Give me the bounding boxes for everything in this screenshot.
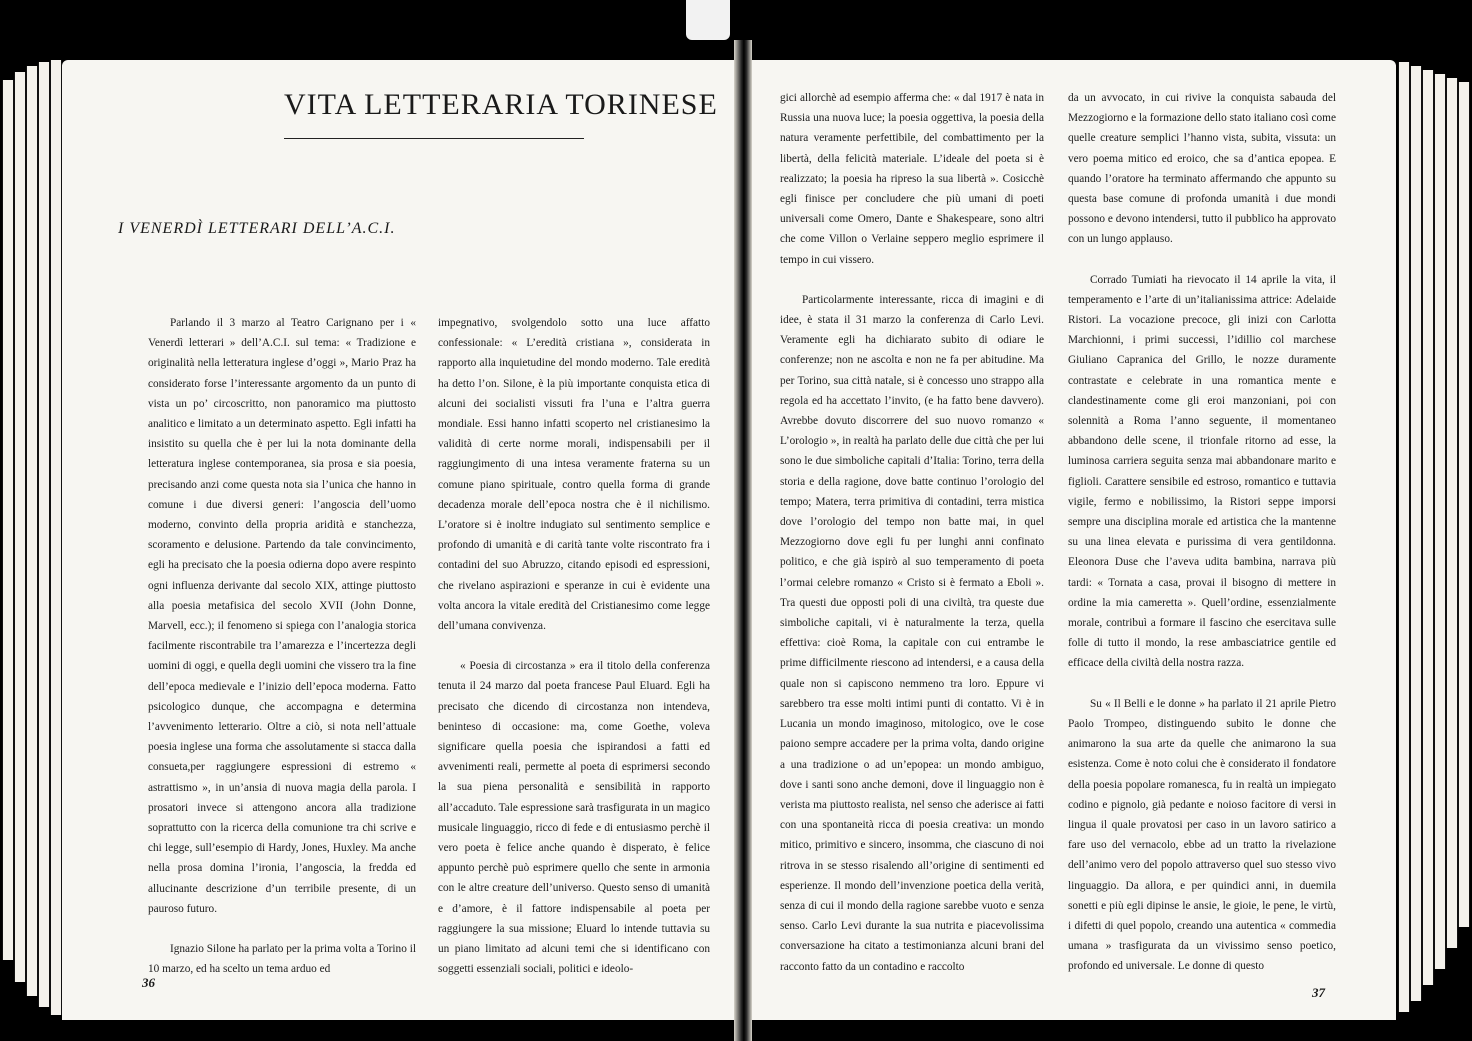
left-column-2 — [438, 313, 710, 980]
page-edges-left — [50, 60, 62, 1015]
page-number: 36 — [142, 975, 155, 990]
page-edges-right — [1422, 70, 1434, 985]
page-edges-left — [26, 66, 38, 996]
page-edges-right — [1434, 74, 1446, 969]
paragraph: Corrado Tumiati ha rievocato il 14 aprile la vita, il temperamento e l’arte di un’italianissima attrice: Adelaide Ristori. La vocazione precoce, gli inizi con Carlotta Marchionni, i primi successi, l’idillio col marchese Giuliano Capranica del Grillo, le nozze duramente contrastate e celebrate in una romantica mente e clandestinamente come gli eroi manzoniani, poi con solennità a Roma l’anno seguente, il momentaneo abbandono delle scene, il trionfale ritorno ad esse, la luminosa carriera seguita senza mai abbandonare marito e figlioli. Carattere sensibile ed estroso, romantico e tuttavia vigile, fermo e nobilissimo, la Ristori seppe imporsi sempre una disciplina morale ed artistica che la mantenne su una linea elevata e purissima di vera gentildonna. Eleonora Duse che l’aveva udita bambina, narrava più tardi: « Tornata a casa, provai il bisogno di mettere in ordine la mia cameretta ». Quell’ordine, essenzialmente morale, contribuì a formare il fascino che esercitava sulle folle di tutto il mondo, la rese ambasciatrice gentile ed efficace della civiltà della nostra razza. — [1068, 273, 1336, 670]
paragraph: Parlando il 3 marzo al Teatro Carignano per i « Venerdì letterari » dell’A.C.I. sul tema: « Tradizione e originalità nella letteratura inglese d’oggi », Mario Praz ha considerato forse l’interessante argomento da un punto di vista un po’ circoscritto, non panoramico ma piuttosto analitico e limitato a un determinato aspetto. Egli infatti ha insistito su quella che è per lui la nota dominante della letteratura inglese contemporanea, sia prosa e sia poesia, precisando anzi come questa nota sia l’unica che hanno in comune i due diversi generi: l’angoscia dell’uomo moderno, convinto della propria aridità e stanchezza, scoramento e delusione. Partendo da tale convincimento, egli ha precisato che la poesia odierna dopo avere respinto ogni influenza derivante dal secolo XIX, attinge piuttosto alla poesia metafisica del secolo XVII (John Donne, Marvell, ecc.); il fenomeno si spiega con l’analogia storica facilmente riscontrabile tra l’amarezza e l’incertezza degli uomini di oggi, e quella degli uomini che vissero tra la fine dell’epoca medievale e l’inizio dell’epoca moderna. Fatto psicologico dunque, che accompagna e determina l’avvenimento letterario. Oltre a ciò, si nota nell’attuale poesia inglese una forma che assolutamente si stacca dalla consueta,per raggiungere espressioni di estremo « astrattismo », in un’ansia di nuova magia della parola. I prosatori invece si attengono ancora alla tradizione soprattutto con la ricerca della comunione tra chi scrive e chi legge, sull’esempio di Hardy, Jones, Huxley. Ma anche nella prosa domina l’ironia, l’angoscia, la fredda ed allucinante descrizione d’un terribile presente, di un pauroso futuro. — [148, 317, 416, 915]
paragraph: Su « Il Belli e le donne » ha parlato il 21 aprile Pietro Paolo Trompeo, distinguendo subito le donne che animarono la sua arte da quelle che animarono la sua esistenza. Come è noto colui che è considerato il fondatore della poesia popolare romanesca, fu in realtà un impiegato codino e pignolo, già pedante e noioso facitore di versi in lingua il quale provatosi per caso in un lavoro satirico a fare uso del vernacolo, ebbe ad un tratto la rivelazione dell’animo vero del popolo attraverso quel suo stesso vivo linguaggio. Da allora, e per quindici anni, in duemila sonetti e più egli dipinse le ansie, le gioie, le pene, le virtù, i difetti di quel popolo, creando una autentica « commedia umana » trasfigurata da un vivissimo senso poetico, profondo ed universale. Le donne di questo — [1068, 697, 1336, 973]
right-page — [752, 60, 1396, 1020]
paragraph: Particolarmente interessante, ricca di imagini e di idee, è stata il 31 marzo la conferenza di Carlo Levi. Veramente egli ha dichiarato subito di odiare le conferenze; non ne ascolta e non ne fa per abitudine. Ma per Torino, sua città natale, si è concesso uno strappo alla regola ed ha accettato l’invito, (e ha fatto bene davvero). Avrebbe dovuto discorrere del suo nuovo romanzo « L’orologio », in realtà ha parlato delle due città che per lui sono le due simboliche capitali d’Italia: Torino, terra della storia e della ragione, dove batte continuo l’orologio del tempo; Matera, terra primitiva di contadini, terra mistica dove l’orologio del tempo non batte mai, in quel Mezzogiorno dove egli fu per lunghi anni confinato politico, e che già ispirò al suo temperamento di poeta l’ormai celebre romanzo « Cristo si è fermato a Eboli ». Tra questi due opposti poli di una civiltà, tra queste due simboliche capitali, vi è naturalmente la terza, quella effettiva: cioè Roma, la capitale con cui entrambe le prime difficilmente riescono ad intendersi, e a causa della quale non si capiscono nemmeno tra loro. Eppure vi sarebbero tra esse molti intimi punti di contatto. Vi è in Lucania un mondo imaginoso, mitologico, ove le cose paiono sempre accadere per la prima volta, dando origine a una tradizione o ad un’epopea: un mondo ambiguo, dove i santi sono anche demoni, dove il linguaggio non è verista ma piuttosto realista, nel senso che aderisce ai fatti con una spontaneità ricca di poesia creativa: un mondo mitico, primitivo e sincero, insomma, che ciascuno di noi ritrova in se stesso risalendo all’origine di sentimenti ed esperienze. Il mondo dell’invenzione poetica della verità, senza di cui il mondo della ragione sarebbe vuoto e senza senso. Carlo Levi durante la sua nutrita e piacevolissima conversazione ha citato a testimonianza alcuni brani del racconto fatto da un contadino e raccolto — [780, 293, 1044, 973]
paragraph: gici allorchè ad esempio afferma che: « dal 1917 è nata in Russia una nuova luce; la poesia oggettiva, la poesia della natura veramente perfettibile, del combattimento per la libertà, della felicità materiale. L’ideale del poeta si è realizzato; la poesia ha ripreso la sua libertà ». Cosicchè egli finisce per concludere che più umani di poeti universali come Omero, Dante e Shakespeare, sono altri che come Villon o Verlaine seppero meglio esprimere il tempo in cui vissero. — [780, 92, 1044, 266]
page-title: VITA LETTERARIA TORINESE — [284, 88, 718, 121]
paragraph: « Poesia di circostanza » era il titolo della conferenza tenuta il 24 marzo dal poeta francese Paul Eluard. Egli ha precisato che dicendo di circostanza non intendeva, beninteso di occasione: ma, come Goethe, voleva significare quella poesia che ispirandosi a fatti ed avvenimenti reali, permette al poeta di esprimersi secondo la sua piena personalità e sensibilità in rapporto all’accaduto. Tale espressione sarà trasfigurata in un magico musicale linguaggio, ricco di fede e di entusiasmo perchè il vero poeta è felice anche quando è disperato, è felice appunto perchè può esprimere quello che sente in armonia con le altre creature dell’universo. Questo senso di umanità e d’amore, è il fattore indispensabile al poeta per raggiungere la sua missione; Eluard lo intende tuttavia su un piano limitato ad alcuni temi che si identificano con soggetti essenziali sociali, politici e ideolo- — [438, 660, 710, 976]
paragraph: Ignazio Silone ha parlato per la prima volta a Torino il 10 marzo, ed ha scelto un tema arduo ed — [148, 943, 416, 976]
section-title: I VENERDÌ LETTERARI DELL’A.C.I. — [118, 220, 396, 237]
page-edges-left — [14, 72, 26, 982]
page-number: 37 — [1312, 985, 1325, 1000]
book-gutter — [734, 40, 752, 1041]
page-edges-left — [2, 80, 14, 960]
left-column-1 — [148, 313, 416, 980]
paragraph: da un avvocato, in cui rivive la conquista sabauda del Mezzogiorno e la formazione dello stato italiano così come quelle creature semplici l’hanno vista, subita, vissuta: un vero poema mitico ed eroico, che sa d’antica epopea. E quando l’oratore ha terminato affermando che appunto su questa base comune di profonda umanità i due mondi possono e devono intendersi, tutto il pubblico ha approvato con un lungo applauso. — [1068, 92, 1336, 246]
left-page — [62, 60, 734, 1020]
page-edges-right — [1398, 62, 1410, 1012]
spine-highlight — [686, 0, 730, 40]
page-edges-right — [1410, 66, 1422, 1001]
right-column-2 — [1068, 88, 1336, 977]
paragraph: impegnativo, svolgendolo sotto una luce affatto confessionale: « L’eredità cristiana », considerata in rapporto alla inquietudine del mondo moderno. Tale eredità ha detto l’on. Silone, è la più importante conquista etica di alcuni dei socialisti vissuti fra l’una e l’altra guerra mondiale. Essi hanno infatti scoperto nel cristianesimo la validità di certe norme morali, indispensabili per il raggiungimento di una intesa veramente fraterna su un comune piano spirituale, contro quella forma di grande decadenza morale dell’epoca nostra che è il nichilismo. L’oratore si è inoltre indugiato sul sentimento semplice e profondo di umanità e di carità tante volte riscontrato fra i contadini del suo Abruzzo, citando episodi ed espressioni, che rivelano aspirazioni e speranze in cui è evidente una volta ancora la vitale eredità del Cristianesimo come legge dell’umana convivenza. — [438, 317, 710, 633]
title-rule — [284, 138, 584, 139]
page-edges-right — [1446, 78, 1458, 948]
page-edges-right — [1458, 82, 1470, 927]
page-edges-left — [38, 62, 50, 1007]
right-column-1 — [780, 88, 1044, 977]
